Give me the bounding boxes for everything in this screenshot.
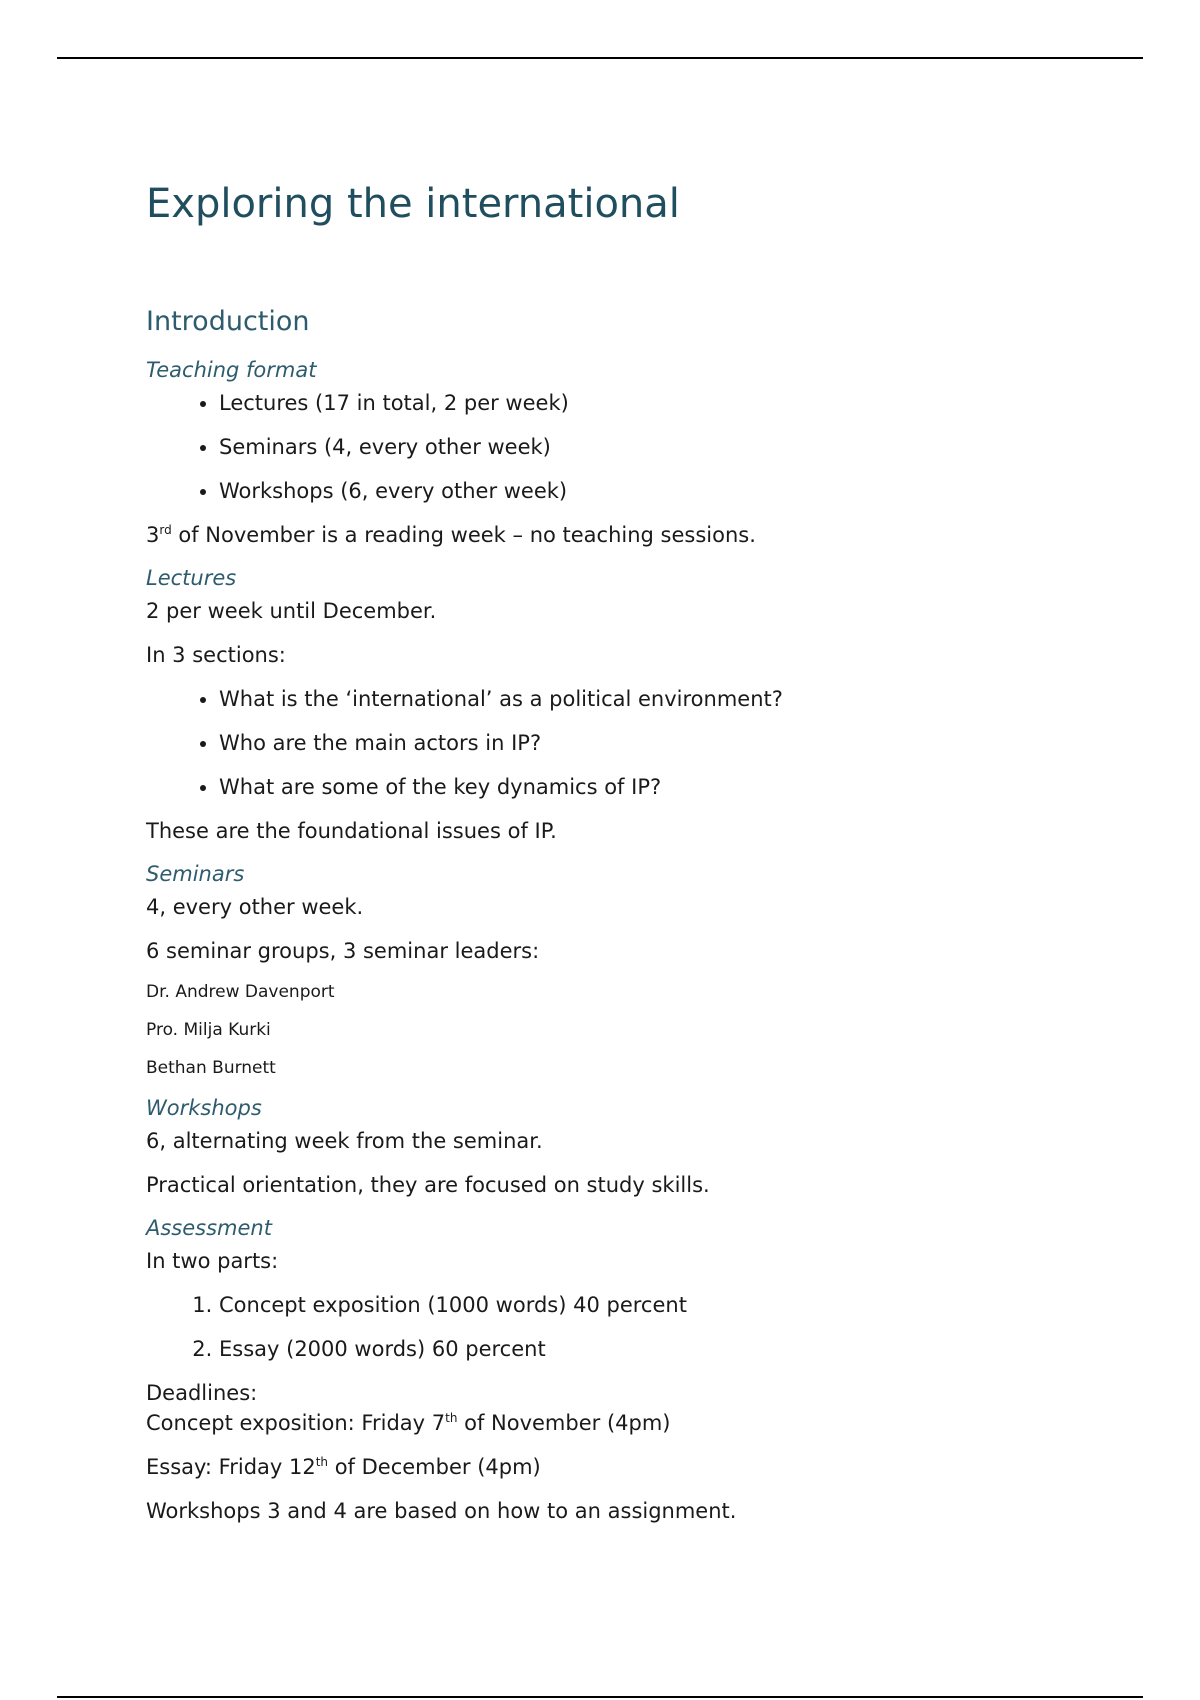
list-item: • What are some of the key dynamics of IP? [219,772,1106,802]
seminar-leader: Pro. Milja Kurki [146,1020,271,1040]
seminar-leader: Dr. Andrew Davenport [146,982,335,1002]
list-item: • Workshops (6, every other week) [219,476,1106,506]
footer-rule [57,1696,1143,1698]
paragraph: 2 per week until December. [146,599,437,623]
subheading-assessment: Assessment [146,1216,272,1240]
document-body [146,180,1106,1540]
list-item: 2. Essay (2000 words) 60 percent [219,1334,1106,1364]
paragraph: 6, alternating week from the seminar. [146,1129,543,1153]
teaching-format-list [146,388,1106,506]
paragraph: Workshops 3 and 4 are based on how to an assignment. [146,1499,737,1523]
deadline-essay: Essay: Friday 12th of December (4pm) [146,1455,541,1479]
paragraph: In 3 sections: [146,643,286,667]
paragraph: 6 seminar groups, 3 seminar leaders: [146,939,540,963]
paragraph: 4, every other week. [146,895,364,919]
list-item: • Seminars (4, every other week) [219,432,1106,462]
paragraph: In two parts: [146,1249,279,1273]
list-item: • What is the ‘international’ as a political environment? [219,684,1106,714]
paragraph: Practical orientation, they are focused on study skills. [146,1173,710,1197]
paragraph: These are the foundational issues of IP. [146,819,557,843]
subheading-workshops: Workshops [146,1096,262,1120]
page-title: Exploring the international [146,181,680,227]
list-item: 1. Concept exposition (1000 words) 40 percent [219,1290,1106,1320]
lecture-sections-list [146,684,1106,802]
deadline-concept: Concept exposition: Friday 7th of November (4pm) [146,1411,671,1435]
assessment-list [146,1290,1106,1364]
subheading-seminars: Seminars [146,862,245,886]
subheading-lectures: Lectures [146,566,237,590]
reading-week-note: 3rd of November is a reading week – no teaching sessions. [146,523,756,547]
seminar-leader: Bethan Burnett [146,1058,276,1078]
list-item: • Who are the main actors in IP? [219,728,1106,758]
section-heading-introduction: Introduction [146,306,310,337]
list-item: • Lectures (17 in total, 2 per week) [219,388,1106,418]
subheading-teaching-format: Teaching format [146,358,317,382]
header-rule [57,57,1143,59]
deadlines-label: Deadlines: [146,1381,258,1405]
